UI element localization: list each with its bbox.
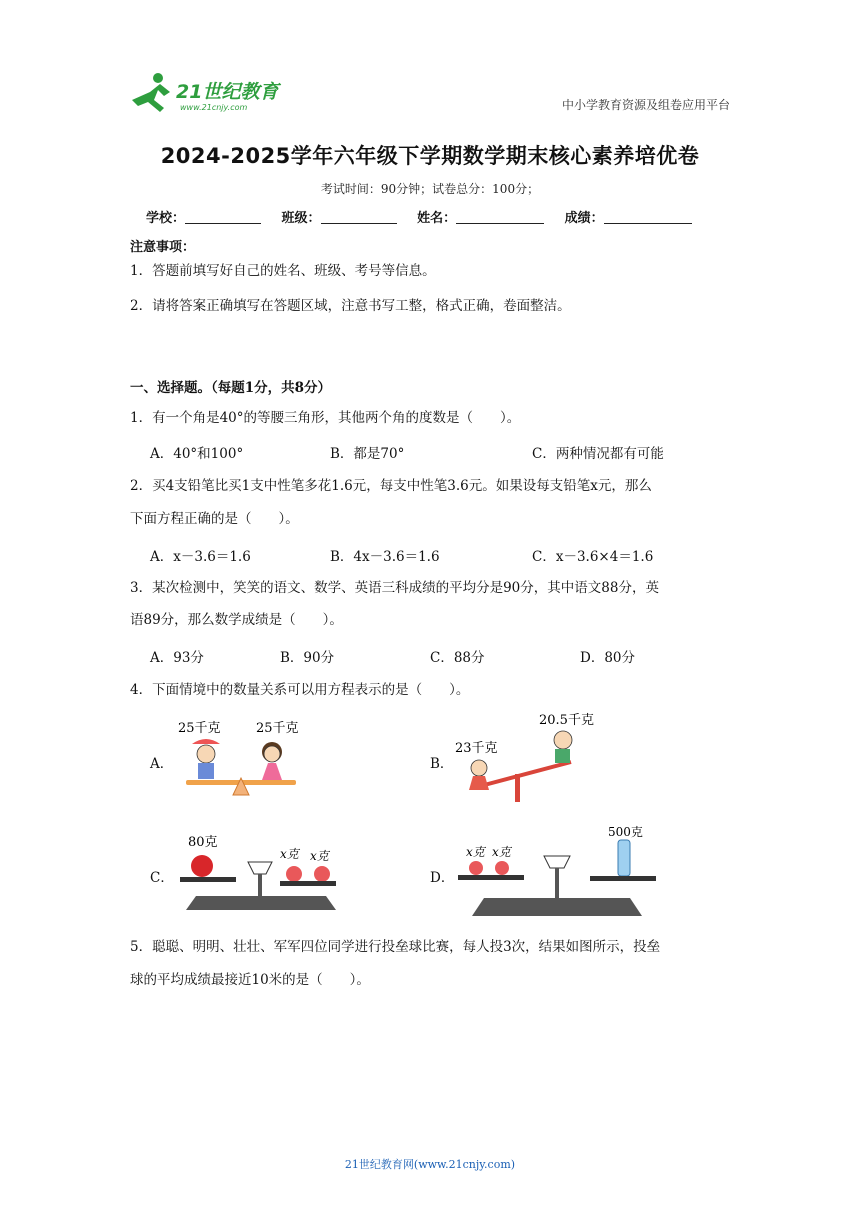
q4b-left-weight: 23千克 — [455, 741, 498, 756]
boy-icon — [554, 731, 572, 763]
q3-option-a[interactable]: A．93分 — [150, 650, 204, 666]
girl-icon — [262, 742, 282, 780]
scale-pan-left — [180, 877, 236, 882]
q4d-balance-illustration — [456, 822, 656, 922]
q4-option-d[interactable]: D． — [430, 870, 455, 886]
q1-option-c[interactable]: C．两种情况都有可能 — [532, 446, 664, 462]
scale-pan-right — [590, 876, 656, 881]
class-field[interactable]: 班级： — [282, 207, 397, 226]
scale-dial — [248, 862, 272, 874]
q1-stem: 1．有一个角是40°的等腰三角形，其他两个角的度数是（ ）。 — [130, 410, 521, 426]
scale-pan-left — [458, 875, 524, 880]
q4-stem: 4．下面情境中的数量关系可以用方程表示的是（ ）。 — [130, 682, 470, 698]
student-fields — [146, 207, 708, 226]
q1-option-b[interactable]: B．都是70° — [330, 446, 405, 462]
scale-dial — [544, 856, 570, 868]
scale-base — [186, 896, 336, 910]
section-heading: 一、选择题。（每题1分，共8分） — [130, 380, 332, 396]
q4b-right-weight: 20.5千克 — [539, 713, 594, 728]
runner-icon — [132, 73, 170, 112]
q5-stem-line2: 球的平均成绩最接近10米的是（ ）。 — [130, 972, 370, 988]
peach-icon — [286, 866, 302, 882]
q4-option-b[interactable]: B． — [430, 756, 454, 772]
q3-option-b[interactable]: B．90分 — [280, 650, 335, 666]
q2-option-b[interactable]: B．4x－3.6＝1.6 — [330, 549, 440, 565]
q5-stem-line1: 5．聪聪、明明、壮壮、军军四位同学进行投垒球比赛，每人投3次，结果如图所示，投垒 — [130, 939, 661, 955]
peach-icon — [495, 861, 509, 875]
q4d-bottle-weight: 500克 — [608, 825, 643, 839]
q1-option-a[interactable]: A．40°和100° — [150, 446, 244, 462]
q4c-peach1-weight: x克 — [280, 847, 299, 861]
q3-option-d[interactable]: D．80分 — [580, 650, 636, 666]
q4c-apple-weight: 80克 — [188, 835, 218, 850]
footer-link[interactable]: 21世纪教育网(www.21cnjy.com) — [344, 1158, 516, 1171]
q4b-seesaw-illustration — [455, 706, 615, 806]
apple-icon — [191, 855, 213, 877]
q3-stem-line2: 语89分，那么数学成绩是（ ）。 — [130, 612, 343, 628]
q4c-peach2-weight: x克 — [310, 849, 329, 863]
q4-option-a[interactable]: A． — [150, 756, 174, 772]
school-field[interactable]: 学校： — [146, 207, 261, 226]
logo — [124, 70, 294, 120]
scale-base — [472, 898, 642, 916]
seesaw-pivot — [515, 774, 520, 802]
q3-option-c[interactable]: C．88分 — [430, 650, 485, 666]
exam-meta: 考试时间：90分钟；试卷总分：100分； — [320, 182, 540, 196]
q3-stem-line1: 3．某次检测中，笑笑的语文、数学、英语三科成绩的平均分是90分，其中语文88分，英 — [130, 580, 659, 596]
scale-pan-right — [280, 881, 336, 886]
q4a-right-weight: 25千克 — [256, 721, 299, 736]
water-bottle-icon — [618, 840, 630, 876]
seesaw-board — [473, 762, 571, 788]
notice-item: 2．请将答案正确填写在答题区域，注意书写工整，格式正确，卷面整洁。 — [130, 298, 571, 314]
q4c-balance-illustration — [176, 830, 346, 914]
logo-url: www.21cnjy.com — [180, 103, 248, 112]
girl-icon — [469, 760, 489, 790]
exam-title: 2024-2025学年六年级下学期数学期末核心素养培优卷 — [160, 144, 700, 168]
q4d-peach2-weight: x克 — [492, 845, 511, 859]
peach-icon — [314, 866, 330, 882]
boy-icon — [192, 739, 220, 779]
q4-option-c[interactable]: C． — [150, 870, 174, 886]
q4a-left-weight: 25千克 — [178, 721, 221, 736]
logo-text: 21世纪教育 — [176, 81, 279, 103]
score-field[interactable]: 成绩： — [565, 207, 692, 226]
q2-stem-line2: 下面方程正确的是（ ）。 — [130, 511, 299, 527]
notice-heading: 注意事项： — [130, 240, 196, 255]
platform-name: 中小学教育资源及组卷应用平台 — [561, 98, 730, 112]
peach-icon — [469, 861, 483, 875]
q2-option-a[interactable]: A．x－3.6＝1.6 — [150, 549, 251, 565]
notice-item: 1．答题前填写好自己的姓名、班级、考号等信息。 — [130, 263, 436, 279]
q4a-seesaw-illustration — [178, 716, 308, 800]
q2-stem-line1: 2．买4支铅笔比买1支中性笔多花1.6元，每支中性笔3.6元。如果设每支铅笔x元，那么 — [130, 478, 652, 494]
name-field[interactable]: 姓名： — [417, 207, 544, 226]
q4d-peach1-weight: x克 — [466, 845, 485, 859]
q2-option-c[interactable]: C．x－3.6×4＝1.6 — [532, 549, 654, 565]
